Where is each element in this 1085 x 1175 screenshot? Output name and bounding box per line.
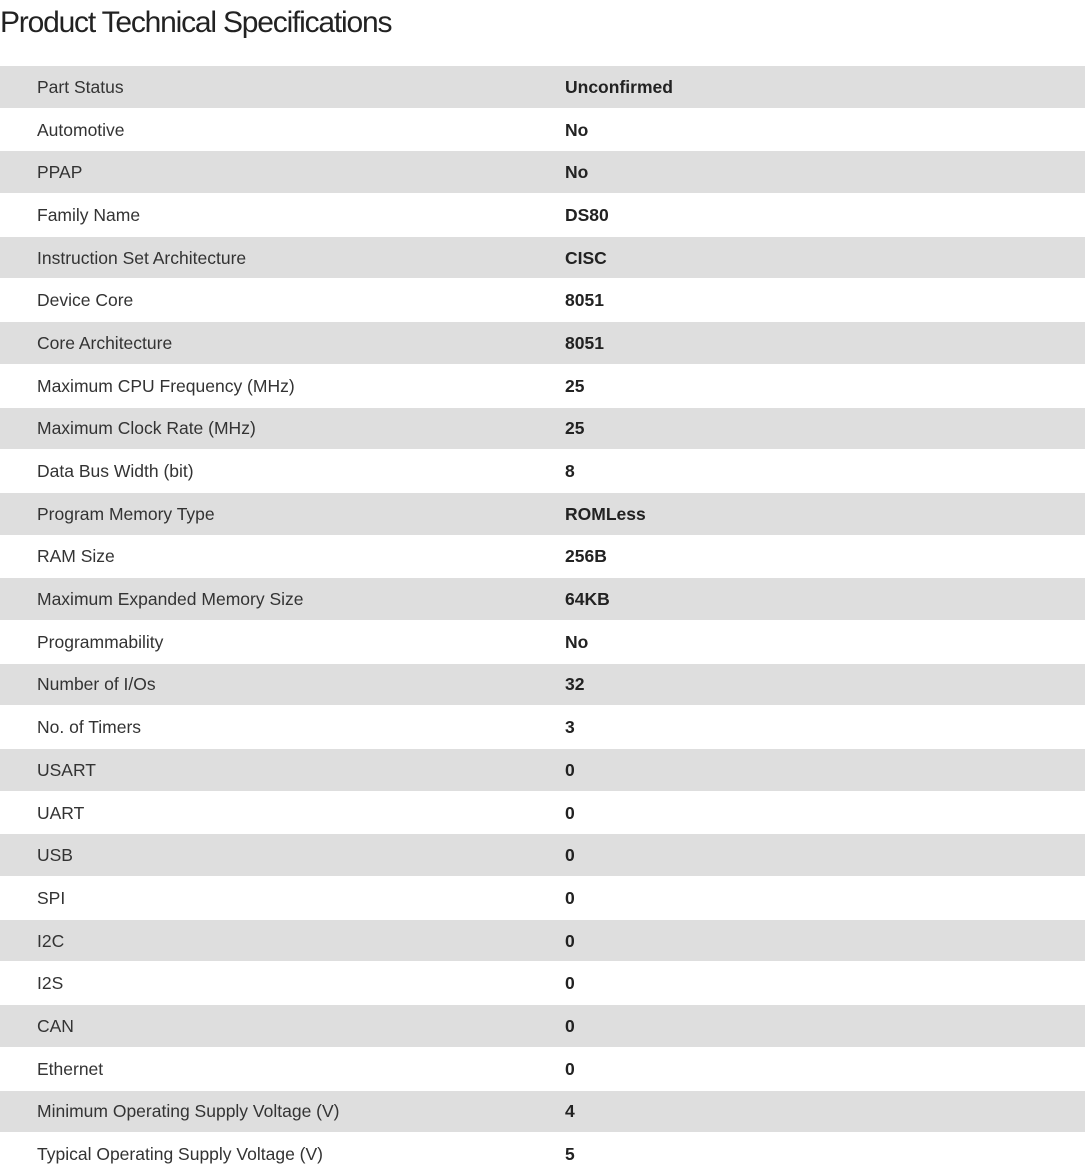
spec-value: 5 xyxy=(565,1133,1085,1175)
spec-value: 0 xyxy=(565,877,1085,920)
spec-value: 8051 xyxy=(565,279,1085,322)
spec-label: UART xyxy=(0,791,565,834)
table-row xyxy=(0,492,1085,535)
table-row xyxy=(0,663,1085,706)
table-row xyxy=(0,151,1085,194)
table-row xyxy=(0,620,1085,663)
spec-value: 8051 xyxy=(565,322,1085,365)
spec-label: Data Bus Width (bit) xyxy=(0,450,565,493)
spec-value: 32 xyxy=(565,663,1085,706)
spec-value: 4 xyxy=(565,1090,1085,1133)
spec-value: No xyxy=(565,108,1085,151)
table-row xyxy=(0,1005,1085,1048)
spec-value: 0 xyxy=(565,749,1085,792)
spec-value: 25 xyxy=(565,364,1085,407)
spec-value: 64KB xyxy=(565,578,1085,621)
spec-label: PPAP xyxy=(0,151,565,194)
spec-label: Ethernet xyxy=(0,1047,565,1090)
spec-label: I2C xyxy=(0,919,565,962)
spec-label: I2S xyxy=(0,962,565,1005)
spec-value: No xyxy=(565,151,1085,194)
spec-table-body xyxy=(0,66,1085,1175)
spec-label: Maximum Expanded Memory Size xyxy=(0,578,565,621)
table-row xyxy=(0,1133,1085,1175)
spec-value: 256B xyxy=(565,535,1085,578)
spec-label: Number of I/Os xyxy=(0,663,565,706)
table-row xyxy=(0,407,1085,450)
table-row xyxy=(0,877,1085,920)
spec-label: Device Core xyxy=(0,279,565,322)
table-row xyxy=(0,834,1085,877)
spec-label: Programmability xyxy=(0,620,565,663)
spec-label: Part Status xyxy=(0,66,565,109)
spec-label: No. of Timers xyxy=(0,706,565,749)
spec-label: USB xyxy=(0,834,565,877)
table-row xyxy=(0,108,1085,151)
spec-value: 0 xyxy=(565,791,1085,834)
spec-label: Program Memory Type xyxy=(0,492,565,535)
spec-value: 0 xyxy=(565,1047,1085,1090)
table-row xyxy=(0,66,1085,109)
table-row xyxy=(0,322,1085,365)
spec-label: Core Architecture xyxy=(0,322,565,365)
table-row xyxy=(0,1090,1085,1133)
spec-label: RAM Size xyxy=(0,535,565,578)
spec-value: ROMLess xyxy=(565,492,1085,535)
spec-label: USART xyxy=(0,749,565,792)
table-row xyxy=(0,364,1085,407)
spec-value: 8 xyxy=(565,450,1085,493)
table-row xyxy=(0,279,1085,322)
spec-label: SPI xyxy=(0,877,565,920)
spec-label: Typical Operating Supply Voltage (V) xyxy=(0,1133,565,1175)
spec-label: Minimum Operating Supply Voltage (V) xyxy=(0,1090,565,1133)
spec-value: DS80 xyxy=(565,194,1085,237)
spec-value: 25 xyxy=(565,407,1085,450)
table-row xyxy=(0,578,1085,621)
spec-label: Automotive xyxy=(0,108,565,151)
table-row xyxy=(0,749,1085,792)
spec-label: Maximum Clock Rate (MHz) xyxy=(0,407,565,450)
spec-value: 0 xyxy=(565,919,1085,962)
spec-label: Instruction Set Architecture xyxy=(0,236,565,279)
table-row xyxy=(0,450,1085,493)
spec-value: Unconfirmed xyxy=(565,66,1085,109)
table-row xyxy=(0,962,1085,1005)
spec-label: Maximum CPU Frequency (MHz) xyxy=(0,364,565,407)
spec-value: CISC xyxy=(565,236,1085,279)
spec-label: CAN xyxy=(0,1005,565,1048)
table-row xyxy=(0,1047,1085,1090)
spec-table xyxy=(0,65,1085,1175)
table-row xyxy=(0,919,1085,962)
table-row xyxy=(0,194,1085,237)
spec-value: No xyxy=(565,620,1085,663)
spec-value: 0 xyxy=(565,834,1085,877)
spec-value: 0 xyxy=(565,962,1085,1005)
table-row xyxy=(0,791,1085,834)
table-row xyxy=(0,236,1085,279)
page-title: Product Technical Specifications xyxy=(0,4,391,42)
table-row xyxy=(0,535,1085,578)
spec-value: 3 xyxy=(565,706,1085,749)
spec-label: Family Name xyxy=(0,194,565,237)
spec-value: 0 xyxy=(565,1005,1085,1048)
table-row xyxy=(0,706,1085,749)
